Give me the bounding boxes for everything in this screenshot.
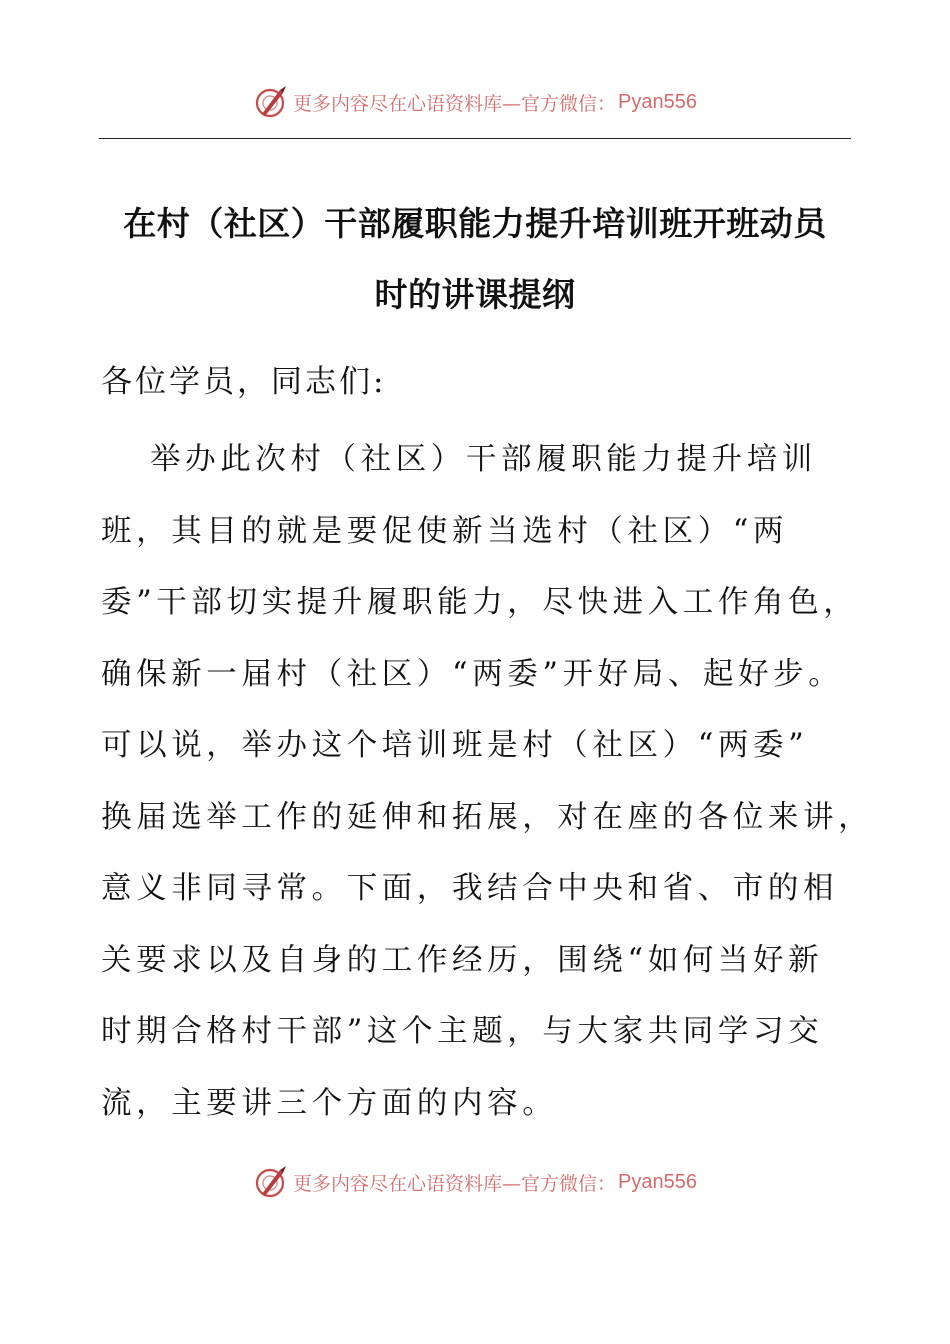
footer-banner [0,1162,950,1202]
banner-wechat-id: Pyan556 [618,1170,697,1193]
body-line: 举办此次村（社区）干部履职能力提升培训 [150,442,817,477]
quill-pen-logo-icon [253,1164,289,1200]
body-line: 确保新一届村（社区）“两委”开好局、起好步。 [101,656,844,692]
banner-text: 更多内容尽在心语资料库—官方微信： [293,1172,617,1195]
body-paragraph [101,424,891,1139]
body-line: 意义非同寻常。下面，我结合中央和省、市的相 [101,871,839,906]
body-line: 可以说，举办这个培训班是村（社区）“两委” [101,728,809,763]
header-rule [99,138,851,139]
title-line: 时的讲课提纲 [374,275,576,314]
body-line: 班，其目的就是要促使新当选村（社区）“两 [101,513,789,549]
body-line: 换届选举工作的延伸和拓展，对在座的各位来讲， [101,799,874,835]
body-line: 时期合格村干部”这个主题，与大家共同学习交 [101,1014,824,1049]
quill-pen-logo-icon [253,84,289,120]
banner-text: 更多内容尽在心语资料库—官方微信： [293,92,617,115]
title-line: 在村（社区）干部履职能力提升培训班开班动员 [123,204,827,243]
salutation: 各位学员，同志们: [101,364,387,400]
header-banner [0,82,950,122]
body-line: 流，主要讲三个方面的内容。 [101,1085,558,1121]
body-line: 委”干部切实提升履职能力，尽快进入工作角色， [101,585,859,620]
document-title [99,188,851,330]
banner-wechat-id: Pyan556 [618,90,697,113]
body-line: 关要求以及自身的工作经历，围绕“如何当好新 [101,942,824,978]
